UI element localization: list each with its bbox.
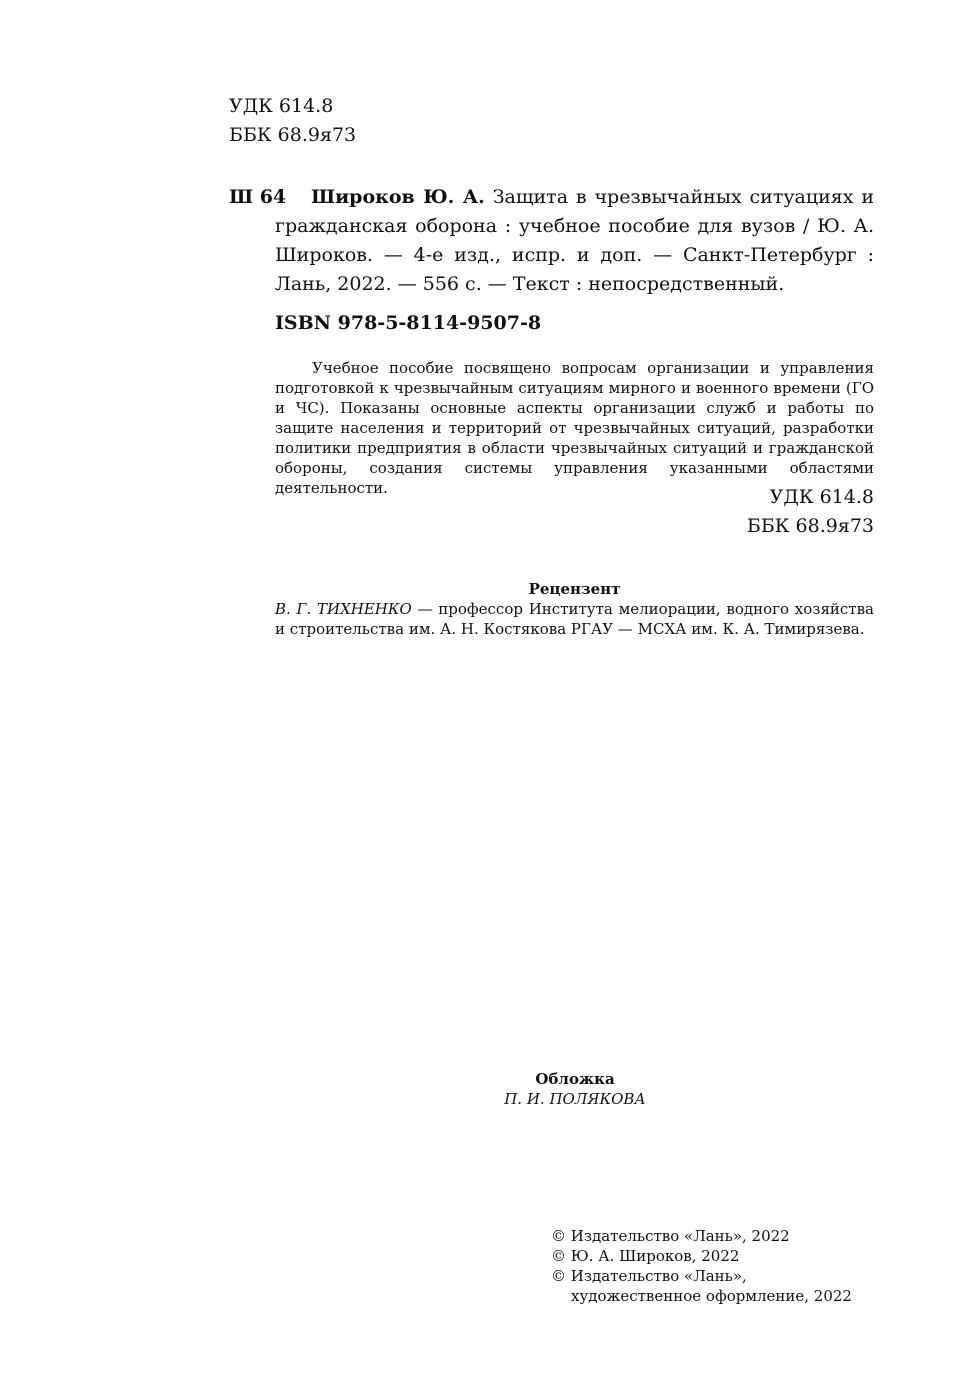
title-description: Защита в чрезвычайных ситуациях и гражданская оборона : учебное пособие для вузов / Ю. А. Широков. — 4-е изд., испр. и доп. — Санкт-Петербург : Лань, 2022. — 556 с. — Текст : непосредственный. <box>275 186 874 295</box>
isbn: ISBN 978-5-8114-9507-8 <box>275 312 542 334</box>
copyright-line: художественное оформление, 2022 <box>571 1287 852 1305</box>
classification-top <box>229 92 356 150</box>
reviewer-text <box>275 599 874 639</box>
udk-code-right: УДК 614.8 <box>769 486 874 508</box>
copyright-line: © Издательство «Лань», <box>551 1267 747 1285</box>
copyright-block <box>551 1226 881 1306</box>
classification-right <box>600 483 874 541</box>
author-name: Широков Ю. А. <box>311 186 485 208</box>
cover-designer: П. И. ПОЛЯКОВА <box>504 1090 646 1108</box>
reviewer-block <box>275 579 874 639</box>
bibliographic-description <box>275 183 874 299</box>
reviewer-heading: Рецензент <box>528 580 621 598</box>
bbk-code-right: ББК 68.9я73 <box>746 515 874 537</box>
cover-credit <box>475 1069 675 1109</box>
reviewer-details: — профессор Института мелиорации, водного хозяйства и строительства им. А. Н. Костякова РГАУ — МСХА им. К. А. Тимирязева. <box>275 600 874 638</box>
copyright-line: © Издательство «Лань», 2022 <box>551 1227 790 1245</box>
cover-heading: Обложка <box>535 1070 615 1088</box>
bbk-code: ББК 68.9я73 <box>229 124 357 146</box>
udk-code: УДК 614.8 <box>229 95 334 117</box>
annotation: Учебное пособие посвящено вопросам организации и управления подготовкой к чрезвычайным ситуациям мирного и военного времени (ГО и ЧС). Показаны основные аспекты организации служб и работы по защите населения и территорий от чрезвычайных ситуаций, разработки политики предприятия в области чрезвычайных ситуаций и гражданской обороны, создания системы управления указанными областями деятельности. <box>275 359 874 497</box>
copyright-line: © Ю. А. Широков, 2022 <box>551 1247 740 1265</box>
bibliographic-record <box>229 183 874 299</box>
reviewer-name: В. Г. ТИХНЕНКО <box>275 600 412 618</box>
author-sigla: Ш 64 <box>229 186 287 208</box>
